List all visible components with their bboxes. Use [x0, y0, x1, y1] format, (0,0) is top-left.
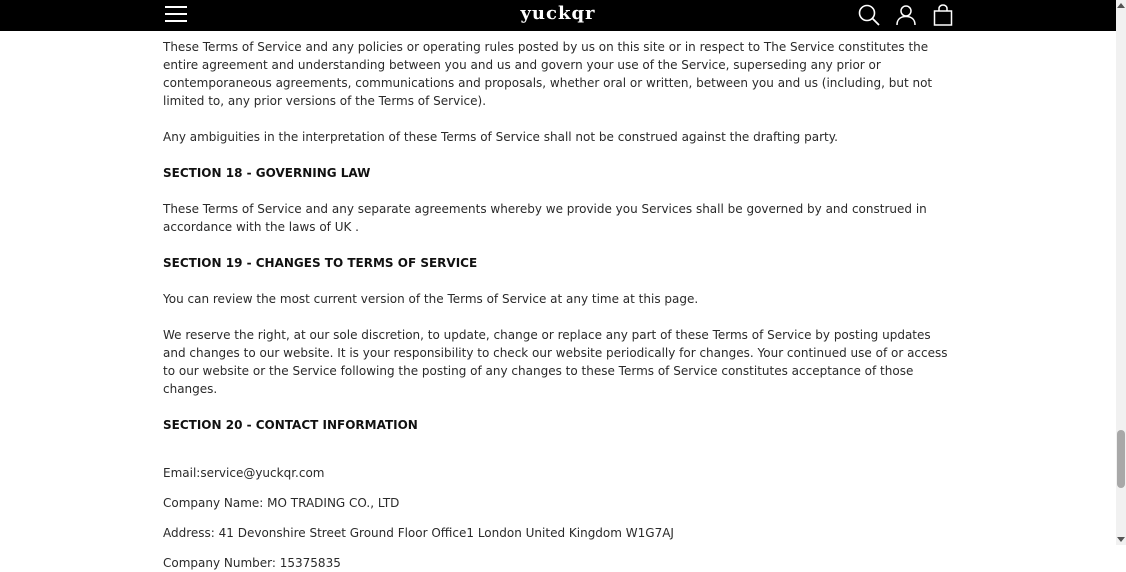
entire-agreement-paragraph: These Terms of Service and any policies or operating rules posted by us on this site or in respect to The Service constitutes the entire agreement and understanding between you and us and govern your use of the Service, superseding any prior or contemporaneous agreements, communications and proposals, whether oral or written, between you and us (including, but not limited to, any prior versions of the Terms of Service). — [163, 40, 933, 108]
scroll-up-arrow-icon[interactable] — [1117, 3, 1125, 8]
section-19-heading: SECTION 19 - CHANGES TO TERMS OF SERVICE — [163, 256, 478, 270]
reserve-right-paragraph: We reserve the right, at our sole discretion, to update, change or replace any part of these Terms of Service by posting updates and changes to our website. It is your responsibility to check our website periodically for changes. Your continued use of or access to our website or the Service following the posting of any changes to these Terms of Service constitutes acceptance of those changes. — [163, 328, 948, 396]
site-logo[interactable]: yuckqr — [520, 3, 596, 24]
top-navigation-bar — [0, 0, 1116, 31]
section-18-heading: SECTION 18 - GOVERNING LAW — [163, 166, 371, 180]
company-address: Address: 41 Devonshire Street Ground Floor Office1 London United Kingdom W1G7AJ — [163, 526, 674, 540]
company-number: Company Number: 15375835 — [163, 556, 341, 570]
company-name: Company Name: MO TRADING CO., LTD — [163, 496, 400, 510]
section-20-heading: SECTION 20 - CONTACT INFORMATION — [163, 418, 418, 432]
governing-law-paragraph: These Terms of Service and any separate agreements whereby we provide you Services shall be governed by and construed in accordance with the laws of UK . — [163, 202, 927, 234]
terms-content — [163, 38, 953, 572]
account-icon[interactable] — [895, 4, 917, 30]
scrollbar-thumb[interactable] — [1117, 430, 1125, 488]
review-terms-paragraph: You can review the most current version of the Terms of Service at any time at this page. — [163, 292, 699, 306]
contact-email — [163, 464, 953, 482]
vertical-scrollbar[interactable] — [1116, 0, 1126, 545]
scroll-down-arrow-icon[interactable] — [1117, 537, 1125, 542]
ambiguities-paragraph: Any ambiguities in the interpretation of these Terms of Service shall not be construed against the drafting party. — [163, 130, 838, 144]
search-icon[interactable] — [858, 4, 880, 30]
email-link[interactable]: service@yuckqr.com — [200, 466, 325, 480]
shopping-bag-icon[interactable] — [932, 4, 954, 30]
email-label: Email: — [163, 466, 201, 480]
